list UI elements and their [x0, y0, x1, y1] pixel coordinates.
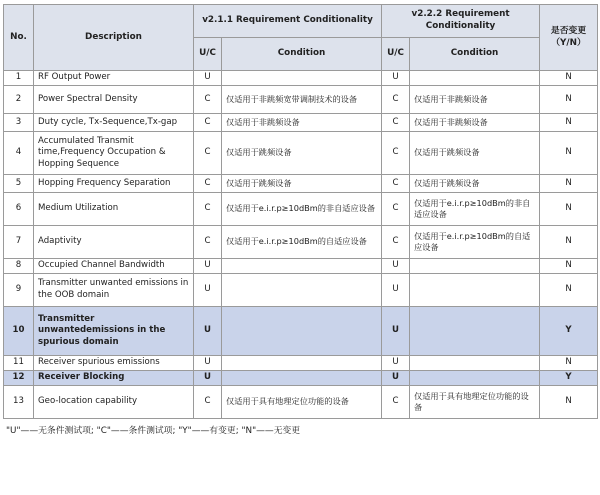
- row-number: 8: [4, 259, 34, 274]
- row-changed-flag: N: [540, 71, 598, 86]
- table-row: [4, 259, 598, 274]
- row-description: Power Spectral Density: [34, 86, 194, 114]
- header-changed: 是否变更 （Y/N）: [540, 5, 598, 71]
- row-condition-v222: 仅适用于非跳频设备: [410, 114, 540, 132]
- row-condition-v211: 仅适用于e.i.r.p≥10dBm的非自适应设备: [222, 193, 382, 226]
- row-uc-v222: C: [382, 132, 410, 175]
- row-changed-flag: N: [540, 356, 598, 371]
- row-number: 1: [4, 71, 34, 86]
- requirement-conditionality-table: [3, 4, 598, 419]
- header-v222: v2.2.2 Requirement Conditionality: [382, 5, 540, 38]
- row-condition-v211: 仅适用于跳频设备: [222, 132, 382, 175]
- row-condition-v222: [410, 259, 540, 274]
- table-row: [4, 193, 598, 226]
- row-number: 13: [4, 386, 34, 419]
- row-uc-v211: U: [194, 371, 222, 386]
- row-condition-v211: 仅适用于具有地理定位功能的设备: [222, 386, 382, 419]
- row-description: Geo-location capability: [34, 386, 194, 419]
- row-condition-v222: [410, 371, 540, 386]
- row-number: 3: [4, 114, 34, 132]
- table-row: [4, 371, 598, 386]
- table-row: [4, 71, 598, 86]
- row-uc-v211: U: [194, 356, 222, 371]
- row-description: Medium Utilization: [34, 193, 194, 226]
- row-condition-v222: 仅适用于e.i.r.p≥10dBm的自适应设备: [410, 226, 540, 259]
- row-uc-v211: C: [194, 86, 222, 114]
- header-condition-v222: Condition: [410, 38, 540, 71]
- row-number: 4: [4, 132, 34, 175]
- row-description: Accumulated Transmit time,Frequency Occupation & Hopping Sequence: [34, 132, 194, 175]
- row-uc-v222: C: [382, 226, 410, 259]
- row-uc-v211: C: [194, 132, 222, 175]
- row-changed-flag: N: [540, 226, 598, 259]
- row-changed-flag: N: [540, 175, 598, 193]
- row-condition-v211: [222, 307, 382, 356]
- row-uc-v211: U: [194, 307, 222, 356]
- row-condition-v211: [222, 71, 382, 86]
- row-changed-flag: N: [540, 274, 598, 307]
- table-row: [4, 274, 598, 307]
- header-uc-v222: U/C: [382, 38, 410, 71]
- row-condition-v222: 仅适用于具有地理定位功能的设备: [410, 386, 540, 419]
- row-uc-v211: C: [194, 175, 222, 193]
- header-description: Description: [34, 5, 194, 71]
- row-condition-v222: 仅适用于跳频设备: [410, 132, 540, 175]
- row-condition-v211: 仅适用于非跳频宽带调制技术的设备: [222, 86, 382, 114]
- row-uc-v222: C: [382, 114, 410, 132]
- table-row: [4, 226, 598, 259]
- row-condition-v211: [222, 356, 382, 371]
- row-number: 6: [4, 193, 34, 226]
- row-condition-v222: [410, 307, 540, 356]
- legend-note: "U"——无条件测试项; "C"——条件测试项; "Y"——有变更; "N"——无变更: [6, 426, 301, 436]
- row-condition-v222: [410, 356, 540, 371]
- row-condition-v222: 仅适用于非跳频设备: [410, 86, 540, 114]
- row-number: 2: [4, 86, 34, 114]
- row-condition-v211: [222, 371, 382, 386]
- row-uc-v211: U: [194, 71, 222, 86]
- header-uc-v211: U/C: [194, 38, 222, 71]
- row-changed-flag: N: [540, 114, 598, 132]
- row-number: 5: [4, 175, 34, 193]
- row-uc-v222: U: [382, 71, 410, 86]
- row-uc-v222: U: [382, 259, 410, 274]
- table-row: [4, 132, 598, 175]
- row-condition-v211: 仅适用于非跳频设备: [222, 114, 382, 132]
- header-row-top: [4, 5, 598, 38]
- row-number: 11: [4, 356, 34, 371]
- table-row: [4, 356, 598, 371]
- row-changed-flag: Y: [540, 371, 598, 386]
- row-number: 10: [4, 307, 34, 356]
- row-uc-v211: U: [194, 274, 222, 307]
- row-description: Occupied Channel Bandwidth: [34, 259, 194, 274]
- row-uc-v211: C: [194, 114, 222, 132]
- row-description: Adaptivity: [34, 226, 194, 259]
- row-uc-v222: C: [382, 386, 410, 419]
- row-changed-flag: N: [540, 86, 598, 114]
- table-body: [4, 71, 598, 419]
- row-description: RF Output Power: [34, 71, 194, 86]
- row-number: 7: [4, 226, 34, 259]
- table-row: [4, 307, 598, 356]
- row-uc-v211: C: [194, 226, 222, 259]
- row-condition-v211: 仅适用于e.i.r.p≥10dBm的自适应设备: [222, 226, 382, 259]
- row-condition-v211: 仅适用于跳频设备: [222, 175, 382, 193]
- row-uc-v211: U: [194, 259, 222, 274]
- table-row: [4, 86, 598, 114]
- header-no: No.: [4, 5, 34, 71]
- header-v211: v2.1.1 Requirement Conditionality: [194, 5, 382, 38]
- row-description: Duty cycle, Tx-Sequence,Tx-gap: [34, 114, 194, 132]
- table-row: [4, 386, 598, 419]
- row-description: Hopping Frequency Separation: [34, 175, 194, 193]
- row-condition-v222: [410, 71, 540, 86]
- row-number: 9: [4, 274, 34, 307]
- row-condition-v222: 仅适用于e.i.r.p≥10dBm的非自适应设备: [410, 193, 540, 226]
- row-description: Receiver spurious emissions: [34, 356, 194, 371]
- table-row: [4, 175, 598, 193]
- header-condition-v211: Condition: [222, 38, 382, 71]
- row-uc-v211: C: [194, 386, 222, 419]
- row-uc-v222: U: [382, 371, 410, 386]
- requirement-table-document: [3, 4, 597, 436]
- row-changed-flag: N: [540, 386, 598, 419]
- row-description: Receiver Blocking: [34, 371, 194, 386]
- table-row: [4, 114, 598, 132]
- row-changed-flag: Y: [540, 307, 598, 356]
- row-condition-v211: [222, 259, 382, 274]
- row-uc-v222: U: [382, 274, 410, 307]
- row-uc-v222: C: [382, 175, 410, 193]
- row-changed-flag: N: [540, 193, 598, 226]
- row-description: Transmitter unwanted emissions in the OOB domain: [34, 274, 194, 307]
- row-uc-v222: C: [382, 86, 410, 114]
- row-condition-v222: 仅适用于跳频设备: [410, 175, 540, 193]
- row-changed-flag: N: [540, 132, 598, 175]
- row-condition-v222: [410, 274, 540, 307]
- row-number: 12: [4, 371, 34, 386]
- row-uc-v222: U: [382, 307, 410, 356]
- row-changed-flag: N: [540, 259, 598, 274]
- row-uc-v222: C: [382, 193, 410, 226]
- row-condition-v211: [222, 274, 382, 307]
- row-uc-v222: U: [382, 356, 410, 371]
- row-description: Transmitter unwantedemissions in the spurious domain: [34, 307, 194, 356]
- row-uc-v211: C: [194, 193, 222, 226]
